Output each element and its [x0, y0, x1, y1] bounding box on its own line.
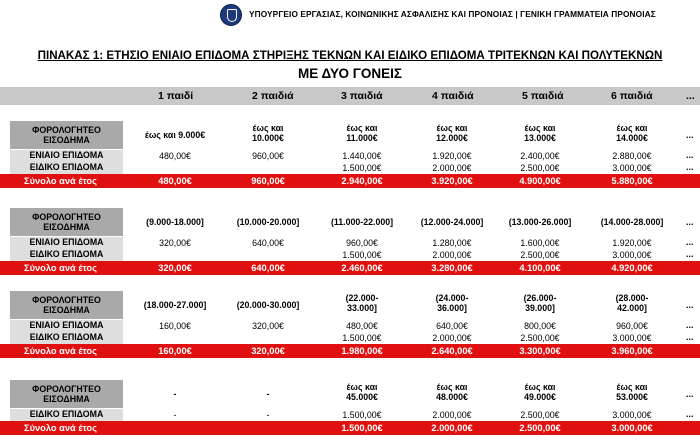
- total-cell: 640,00€: [251, 263, 285, 273]
- column-header: 4 παιδιά: [432, 90, 474, 102]
- special-label: ΕΙΔΙΚΟ ΕΠΙΔΟΜΑ: [10, 409, 123, 421]
- more-indicator: ...: [686, 320, 694, 330]
- unified-cell: 1.920,00€: [432, 151, 472, 161]
- unified-cell: 1.920,00€: [612, 238, 652, 248]
- column-header-row: [0, 87, 700, 105]
- unified-cell: 2.880,00€: [612, 151, 652, 161]
- special-cell: 3.000,00€: [612, 250, 652, 260]
- more-indicator: ...: [686, 130, 694, 140]
- income-label: ΦΟΡΟΛΟΓΗΤΕΟ ΕΙΣΟΔΗΜΑ: [10, 208, 123, 236]
- unified-cell: 480,00€: [346, 321, 378, 331]
- special-cell: 2.500,00€: [520, 333, 560, 343]
- income-cell: (11.000-22.000]: [330, 217, 394, 227]
- unified-cell: 480,00€: [159, 151, 191, 161]
- total-label: Σύνολο ανά έτος: [24, 176, 97, 186]
- total-cell: 960,00€: [251, 176, 285, 186]
- income-cell: -: [173, 389, 177, 399]
- total-cell: 160,00€: [158, 346, 192, 356]
- greek-emblem-icon: [220, 4, 242, 26]
- ministry-name: ΥΠΟΥΡΓΕΙΟ ΕΡΓΑΣΙΑΣ, ΚΟΙΝΩΝΙΚΗΣ ΑΣΦΑΛΙΣΗΣ ΚΑΙ ΠΡΟΝΟΙΑΣ | ΓΕΝΙΚΗ ΓΡΑΜΜΑΤΕΙΑ ΠΡΟΝΟΙΑΣ: [249, 9, 656, 19]
- more-indicator: ...: [686, 217, 694, 227]
- special-cell: 1.500,00€: [342, 250, 382, 260]
- special-cell: 2.000,00€: [432, 163, 472, 173]
- income-cell: (28.000- 42.000]: [615, 293, 649, 313]
- unified-cell: 800,00€: [524, 321, 556, 331]
- income-label: ΦΟΡΟΛΟΓΗΤΕΟ ΕΙΣΟΔΗΜΑ: [10, 380, 123, 408]
- unified-cell: 160,00€: [159, 321, 191, 331]
- total-row: [0, 261, 700, 275]
- total-cell: 2.000,00€: [431, 423, 473, 433]
- total-cell: 320,00€: [251, 346, 285, 356]
- special-label: ΕΙΔΙΚΟ ΕΠΙΔΟΜΑ: [10, 332, 123, 344]
- total-cell: 2.460,00€: [341, 263, 383, 273]
- unified-cell: 320,00€: [252, 321, 284, 331]
- income-cell: έως και 53.000€: [616, 382, 648, 402]
- total-cell: 4.100,00€: [519, 263, 561, 273]
- total-label: Σύνολο ανά έτος: [24, 263, 97, 273]
- column-header: 5 παιδιά: [522, 90, 564, 102]
- total-cell: 320,00€: [158, 263, 192, 273]
- more-indicator: ...: [686, 162, 694, 172]
- income-cell: (18.000-27.000]: [143, 300, 207, 310]
- income-cell: (14.000-28.000]: [600, 217, 664, 227]
- income-cell: έως και 9.000€: [144, 130, 206, 140]
- total-cell: 3.960,00€: [611, 346, 653, 356]
- column-header: 6 παιδιά: [611, 90, 653, 102]
- unified-cell: 960,00€: [252, 151, 284, 161]
- income-cell: έως και 11.000€: [346, 123, 378, 143]
- total-cell: 3.000,00€: [611, 423, 653, 433]
- unified-cell: 640,00€: [252, 238, 284, 248]
- total-cell: 1.500,00€: [341, 423, 383, 433]
- unified-cell: 1.440,00€: [342, 151, 382, 161]
- column-header: 1 παιδί: [158, 90, 194, 102]
- total-cell: 4.920,00€: [611, 263, 653, 273]
- income-cell: (20.000-30.000]: [236, 300, 300, 310]
- special-cell: 1.500,00€: [342, 410, 382, 420]
- special-cell: 2.500,00€: [520, 163, 560, 173]
- income-cell: (22.000- 33.000]: [345, 293, 379, 313]
- income-cell: έως και 10.000€: [252, 123, 284, 143]
- special-cell: 2.000,00€: [432, 410, 472, 420]
- table-subtitle: ΜΕ ΔΥΟ ΓΟΝΕΙΣ: [298, 66, 402, 81]
- total-row: [0, 344, 700, 358]
- total-row: [0, 174, 700, 188]
- more-indicator: ...: [686, 237, 694, 247]
- income-cell: (24.000- 36.000]: [435, 293, 469, 313]
- income-cell: έως και 12.000€: [436, 123, 468, 143]
- total-label: Σύνολο ανά έτος: [24, 423, 97, 433]
- special-cell: 1.500,00€: [342, 333, 382, 343]
- unified-cell: 2.400,00€: [520, 151, 560, 161]
- special-cell: 3.000,00€: [612, 333, 652, 343]
- total-cell: 2.500,00€: [519, 423, 561, 433]
- income-cell: (26.000- 39.000]: [523, 293, 557, 313]
- total-cell: 1.980,00€: [341, 346, 383, 356]
- unified-label: ΕΝΙΑΙΟ ΕΠΙΔΟΜΑ: [10, 150, 123, 162]
- unified-cell: 640,00€: [436, 321, 468, 331]
- special-cell: 2.500,00€: [520, 410, 560, 420]
- total-cell: 3.300,00€: [519, 346, 561, 356]
- unified-label: ΕΝΙΑΙΟ ΕΠΙΔΟΜΑ: [10, 320, 123, 332]
- total-cell: 2.640,00€: [431, 346, 473, 356]
- total-cell: 4.900,00€: [519, 176, 561, 186]
- total-cell: 3.280,00€: [431, 263, 473, 273]
- more-indicator: ...: [686, 300, 694, 310]
- total-cell: 3.920,00€: [431, 176, 473, 186]
- more-indicator: ...: [686, 389, 694, 399]
- income-cell: (13.000-26.000]: [508, 217, 572, 227]
- ministry-header: [0, 0, 700, 28]
- special-cell: 3.000,00€: [612, 163, 652, 173]
- special-cell: 2.000,00€: [432, 250, 472, 260]
- more-indicator: ...: [686, 332, 694, 342]
- special-label: ΕΙΔΙΚΟ ΕΠΙΔΟΜΑ: [10, 162, 123, 174]
- total-row: [0, 421, 700, 435]
- special-cell: -: [173, 410, 177, 420]
- special-cell: 2.500,00€: [520, 250, 560, 260]
- total-label: Σύνολο ανά έτος: [24, 346, 97, 356]
- more-indicator: ...: [686, 249, 694, 259]
- column-header: ...: [686, 90, 695, 102]
- special-cell: 2.000,00€: [432, 333, 472, 343]
- income-cell: (9.000-18.000]: [146, 217, 204, 227]
- special-cell: -: [266, 410, 270, 420]
- column-header: 3 παιδιά: [341, 90, 383, 102]
- income-cell: έως και 45.000€: [346, 382, 378, 402]
- income-cell: (12.000-24.000]: [420, 217, 484, 227]
- unified-cell: 960,00€: [346, 238, 378, 248]
- income-cell: έως και 14.000€: [616, 123, 648, 143]
- more-indicator: ...: [686, 150, 694, 160]
- special-cell: 1.500,00€: [342, 163, 382, 173]
- more-indicator: ...: [686, 409, 694, 419]
- income-cell: έως και 13.000€: [524, 123, 556, 143]
- total-cell: 5.880,00€: [611, 176, 653, 186]
- income-cell: (10.000-20.000]: [236, 217, 300, 227]
- income-label: ΦΟΡΟΛΟΓΗΤΕΟ ΕΙΣΟΔΗΜΑ: [10, 121, 123, 149]
- unified-cell: 1.280,00€: [432, 238, 472, 248]
- total-cell: 480,00€: [158, 176, 192, 186]
- special-cell: 3.000,00€: [612, 410, 652, 420]
- unified-label: ΕΝΙΑΙΟ ΕΠΙΔΟΜΑ: [10, 237, 123, 249]
- special-label: ΕΙΔΙΚΟ ΕΠΙΔΟΜΑ: [10, 249, 123, 261]
- unified-cell: 320,00€: [159, 238, 191, 248]
- total-cell: 2.940,00€: [341, 176, 383, 186]
- income-cell: έως και 48.000€: [436, 382, 468, 402]
- column-header: 2 παιδιά: [252, 90, 294, 102]
- unified-cell: 1.600,00€: [520, 238, 560, 248]
- table-title: ΠΙΝΑΚΑΣ 1: ΕΤΗΣΙΟ ΕΝΙΑΙΟ ΕΠΙΔΟΜΑ ΣΤΗΡΙΞΗΣ ΤΕΚΝΩΝ ΚΑΙ ΕΙΔΙΚΟ ΕΠΙΔΟΜΑ ΤΡΙΤΕΚΝΩΝ ΚΑΙ ΠΟΛΥΤΕΚΝΩΝ: [37, 49, 663, 62]
- unified-cell: 960,00€: [616, 321, 648, 331]
- income-cell: -: [266, 389, 270, 399]
- income-cell: έως και 49.000€: [524, 382, 556, 402]
- income-label: ΦΟΡΟΛΟΓΗΤΕΟ ΕΙΣΟΔΗΜΑ: [10, 291, 123, 319]
